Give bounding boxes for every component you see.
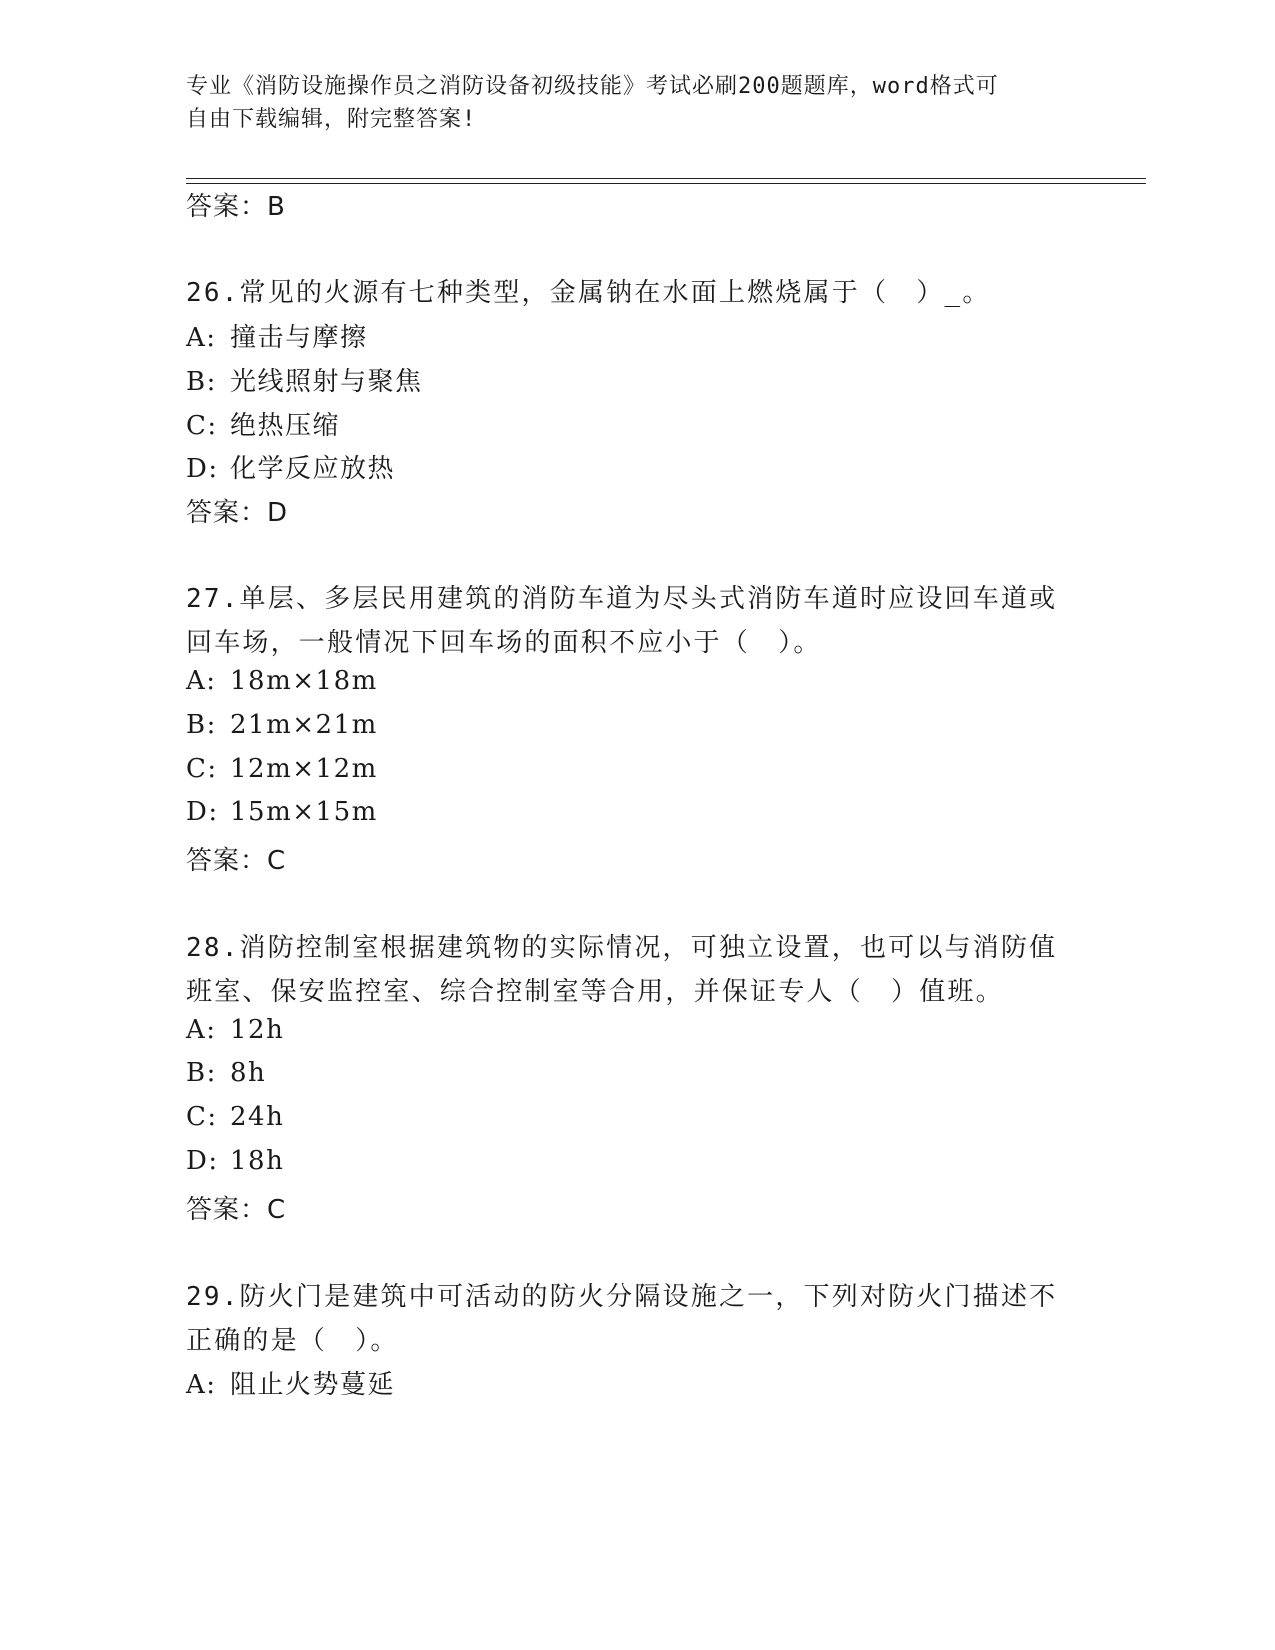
option-text: 撞击与摩擦 <box>230 323 368 353</box>
question-29-stem-line-2: 正确的是（ ）。 <box>186 1326 399 1356</box>
option-letter: C: <box>186 411 218 441</box>
option-text: 18h <box>230 1146 285 1176</box>
header-title-line-2: 自由下载编辑，附完整答案! <box>186 107 477 132</box>
option-text: 8h <box>230 1058 267 1088</box>
option-letter: B: <box>186 710 217 740</box>
question-26-option-c <box>186 405 340 442</box>
option-text: 化学反应放热 <box>230 454 396 484</box>
answer-prev: 答案：B <box>186 192 286 222</box>
question-28-option-b <box>186 1058 266 1088</box>
question-27-stem-line-1: 27.单层、多层民用建筑的消防车道为尽头式消防车道时应设回车道或 <box>186 584 1058 614</box>
question-29-option-a <box>186 1364 395 1401</box>
question-28-stem-line-1: 28.消防控制室根据建筑物的实际情况，可独立设置，也可以与消防值 <box>186 933 1058 963</box>
question-26-stem: 26.常见的火源有七种类型，金属钠在水面上燃烧属于（ ）_。 <box>186 278 991 308</box>
option-letter: D: <box>186 454 219 484</box>
question-27-stem-line-2: 回车场，一般情况下回车场的面积不应小于（ ）。 <box>186 628 822 658</box>
question-29-stem-line-1: 29.防火门是建筑中可活动的防火分隔设施之一，下列对防火门描述不 <box>186 1282 1058 1312</box>
option-text: 18m×18m <box>230 666 378 696</box>
option-text: 阻止火势蔓延 <box>230 1370 396 1400</box>
option-letter: C: <box>186 754 218 784</box>
question-27-option-c <box>186 754 378 784</box>
option-text: 12m×12m <box>230 754 378 784</box>
page-header <box>186 70 1066 136</box>
question-28-option-c <box>186 1102 284 1132</box>
option-text: 15m×15m <box>230 797 378 827</box>
question-26-option-a <box>186 317 368 354</box>
question-28-option-a <box>186 1015 284 1045</box>
question-28-option-d <box>186 1146 284 1176</box>
question-27-option-b <box>186 710 378 740</box>
header-divider <box>186 178 1146 179</box>
question-26-option-b <box>186 361 423 398</box>
option-letter: D: <box>186 1146 219 1176</box>
option-text: 12h <box>230 1015 285 1045</box>
option-letter: B: <box>186 367 217 397</box>
question-26-answer: 答案：D <box>186 498 289 528</box>
option-text: 光线照射与聚焦 <box>230 367 423 397</box>
question-28-answer: 答案：C <box>186 1195 287 1225</box>
option-letter: A: <box>186 323 217 353</box>
option-text: 绝热压缩 <box>230 411 341 441</box>
option-text: 24h <box>230 1102 285 1132</box>
option-letter: D: <box>186 797 219 827</box>
question-28-stem-line-2: 班室、保安监控室、综合控制室等合用，并保证专人（ ）值班。 <box>186 977 1004 1007</box>
question-27-option-a <box>186 666 378 696</box>
option-letter: A: <box>186 1370 217 1400</box>
option-letter: B: <box>186 1058 217 1088</box>
option-text: 21m×21m <box>230 710 378 740</box>
question-27-answer: 答案：C <box>186 846 287 876</box>
option-letter: A: <box>186 666 217 696</box>
option-letter: C: <box>186 1102 218 1132</box>
option-letter: A: <box>186 1015 217 1045</box>
header-title-line-1: 专业《消防设施操作员之消防设备初级技能》考试必刷200题题库，word格式可 <box>186 74 999 99</box>
question-27-option-d <box>186 797 378 827</box>
header-divider-double <box>186 183 1146 184</box>
question-26-option-d <box>186 448 395 485</box>
